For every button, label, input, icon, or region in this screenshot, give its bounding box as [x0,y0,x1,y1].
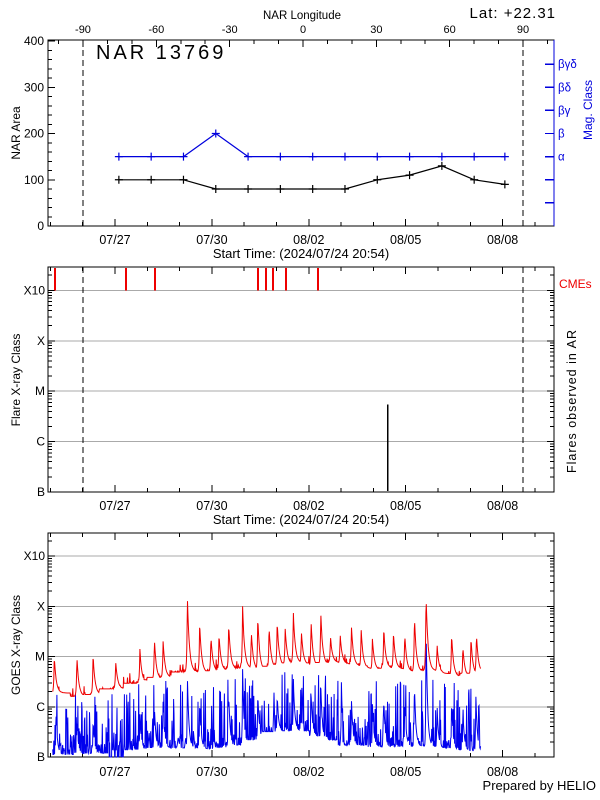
x-tick-label: 07/27 [99,499,131,513]
flares-observed-in-ar-label: Flares observed in AR [565,329,579,473]
mag-class-tick-label: βγ [558,105,571,118]
plus-marker [406,153,414,161]
plus-marker [501,153,509,161]
plus-marker [179,153,187,161]
data-series [119,166,505,189]
lon-tick-label: -90 [75,24,91,36]
goes-xray-class-axis-label: GOES X-ray Class [9,594,23,696]
mag-class-tick-label: α [558,151,565,164]
goes-short-series [53,644,481,757]
x-tick-label: 07/27 [99,765,131,779]
x-tick-label: 07/27 [99,233,131,247]
lon-tick-label: -60 [148,24,165,36]
plus-marker [438,153,446,161]
plus-marker [212,185,220,193]
cmes-label: CMEs [559,277,592,291]
nar-longitude-axis-label: NAR Longitude [263,10,341,22]
log-tick-label: X [36,599,45,614]
x-tick-label: 07/30 [196,499,228,513]
lon-tick-label: 60 [443,24,456,36]
x-tick-label: 08/08 [486,765,519,779]
log-tick-label: M [35,384,45,399]
plus-marker [179,176,187,184]
nar-area-tick-label: 300 [23,80,44,95]
log-tick-label: B [36,485,45,499]
plus-marker [115,176,123,184]
flare-xray-class-axis-label: Flare X-ray Class [9,333,23,427]
prepared-by-label: Prepared by HELIO [482,778,596,793]
plus-marker [244,185,252,193]
lon-tick-label: -30 [221,24,238,36]
lon-tick-label: 90 [516,24,530,36]
x-tick-label: 07/30 [196,765,228,779]
plus-marker [406,171,414,179]
nar-area-tick-label: 0 [37,219,44,233]
log-tick-label: X10 [23,283,45,298]
x-tick-label: 08/02 [293,499,325,513]
plus-marker [276,185,284,193]
nar-area-tick-label: 400 [23,34,44,48]
plus-marker [309,153,317,161]
x-tick-label: 08/08 [486,499,519,513]
latitude-label: Lat: +22.31 [469,5,556,22]
plus-marker [212,130,220,138]
plus-marker [115,153,123,161]
plus-marker [501,180,509,188]
x-tick-label: 07/30 [196,233,228,247]
plus-marker [438,162,446,170]
start-time-label-top: Start Time: (2024/07/24 20:54) [212,246,390,261]
x-tick-label: 08/05 [390,499,422,513]
plus-marker [309,185,317,193]
lon-tick-label: 30 [370,24,383,36]
mag-class-tick-label: β [558,128,565,141]
mag-class-tick-label: βδ [558,82,572,95]
nar-area-tick-label: 200 [23,126,44,141]
plus-marker [147,153,155,161]
x-tick-label: 08/02 [293,233,325,247]
data-series [119,134,505,157]
x-tick-label: 08/02 [293,765,325,779]
goes-long-series [53,601,481,696]
log-tick-label: X10 [23,549,45,563]
x-tick-label: 08/05 [390,765,422,779]
mag-class-tick-label: βγδ [558,59,577,72]
log-tick-label: C [36,434,45,449]
log-tick-label: X [36,333,45,348]
plot-title: NAR 13769 [96,42,227,64]
nar-area-axis-label: NAR Area [9,106,23,160]
x-tick-label: 08/05 [390,233,422,247]
panel-frame-0 [48,40,554,226]
start-time-label-middle: Start Time: (2024/07/24 20:54) [212,512,390,527]
log-tick-label: C [36,699,45,714]
panel-frame-1 [48,267,554,492]
plus-marker [244,153,252,161]
lon-tick-label: 0 [299,24,307,36]
plus-marker [373,153,381,161]
plus-marker [470,176,478,184]
plus-marker [341,185,349,193]
plus-marker [276,153,284,161]
plus-marker [373,176,381,184]
plus-marker [470,153,478,161]
log-tick-label: M [35,649,45,664]
log-tick-label: B [36,750,45,764]
nar-area-tick-label: 100 [23,172,44,187]
plus-marker [341,153,349,161]
mag-class-axis-label: Mag. Class [581,79,595,141]
x-tick-label: 08/08 [486,233,519,247]
plus-marker [147,176,155,184]
